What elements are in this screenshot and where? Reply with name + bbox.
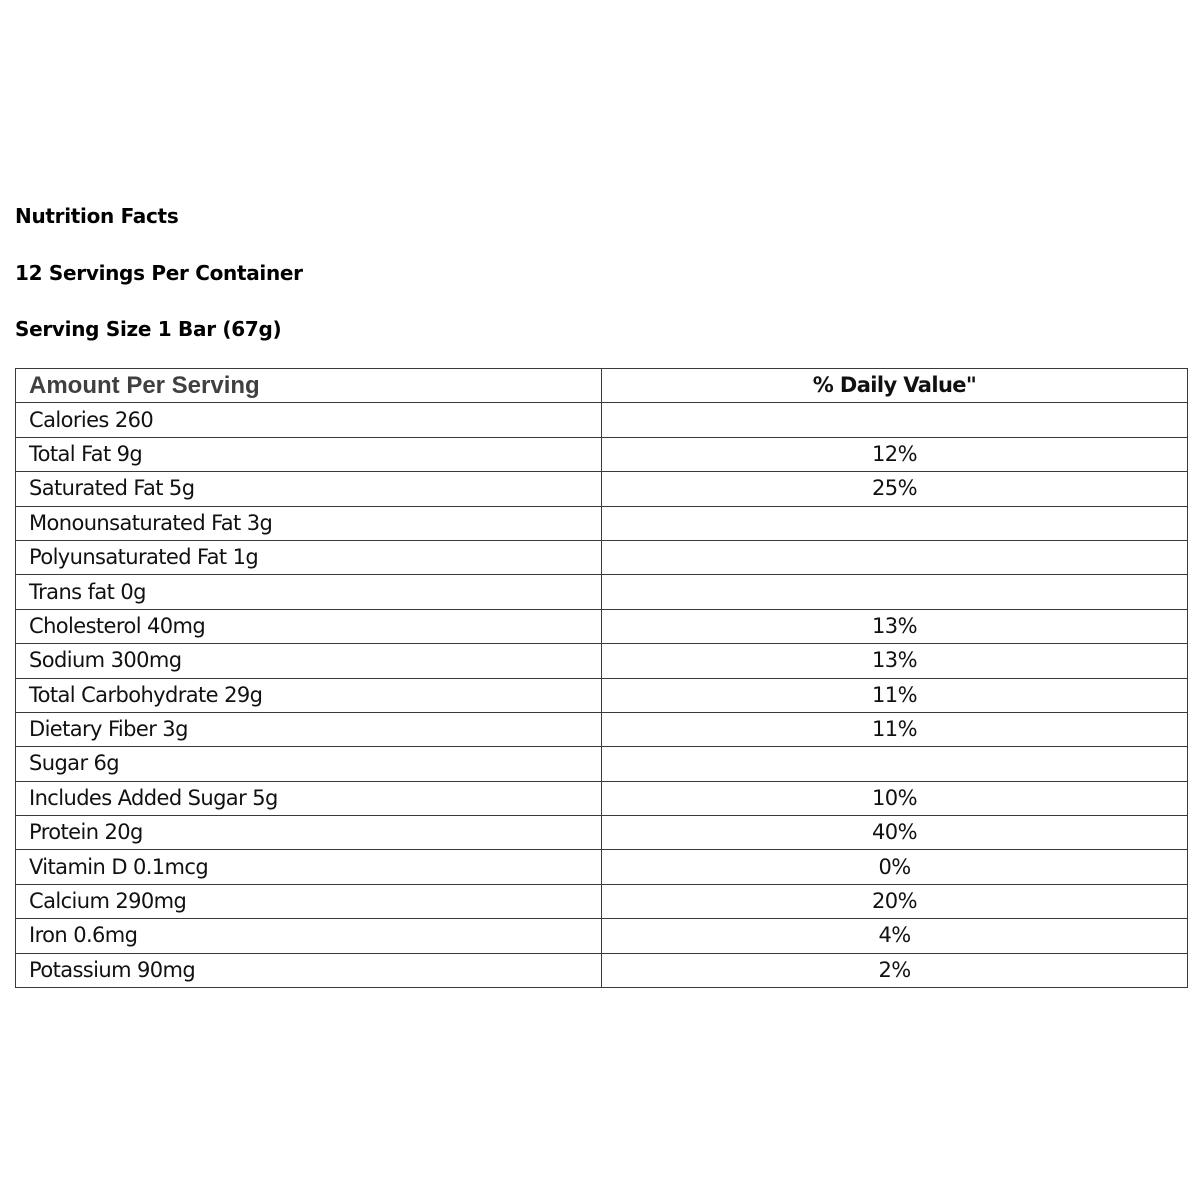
- table-row: [16, 850, 1188, 884]
- table-row: [16, 575, 1188, 609]
- nutrient-cell: Potassium 90mg: [16, 953, 602, 987]
- daily-value-cell: 40%: [602, 816, 1188, 850]
- nutrient-cell: Iron 0.6mg: [16, 919, 602, 953]
- table-row: [16, 678, 1188, 712]
- table-row: [16, 472, 1188, 506]
- daily-value-cell: 13%: [602, 609, 1188, 643]
- nutrient-cell: Dietary Fiber 3g: [16, 712, 602, 746]
- daily-value-cell: [602, 403, 1188, 437]
- nutrient-cell: Trans fat 0g: [16, 575, 602, 609]
- header-amount-per-serving: Amount Per Serving: [16, 369, 602, 403]
- nutrition-table: [15, 368, 1188, 988]
- daily-value-cell: [602, 540, 1188, 574]
- nutrient-cell: Protein 20g: [16, 816, 602, 850]
- table-row: [16, 919, 1188, 953]
- table-row: [16, 712, 1188, 746]
- table-row: [16, 816, 1188, 850]
- daily-value-cell: [602, 575, 1188, 609]
- nutrient-cell: Vitamin D 0.1mcg: [16, 850, 602, 884]
- daily-value-cell: 12%: [602, 437, 1188, 471]
- nutrient-cell: Calories 260: [16, 403, 602, 437]
- table-row: [16, 781, 1188, 815]
- daily-value-cell: 13%: [602, 644, 1188, 678]
- nutrient-cell: Cholesterol 40mg: [16, 609, 602, 643]
- table-row: [16, 437, 1188, 471]
- nutrient-cell: Saturated Fat 5g: [16, 472, 602, 506]
- nutrient-cell: Includes Added Sugar 5g: [16, 781, 602, 815]
- daily-value-cell: 2%: [602, 953, 1188, 987]
- serving-size: Serving Size 1 Bar (67g): [15, 317, 282, 341]
- nutrient-cell: Polyunsaturated Fat 1g: [16, 540, 602, 574]
- document-title: Nutrition Facts: [15, 204, 179, 228]
- table-header-row: [16, 369, 1188, 403]
- daily-value-cell: 25%: [602, 472, 1188, 506]
- table-row: [16, 506, 1188, 540]
- daily-value-cell: [602, 506, 1188, 540]
- nutrient-cell: Calcium 290mg: [16, 884, 602, 918]
- table-row: [16, 644, 1188, 678]
- nutrient-cell: Total Carbohydrate 29g: [16, 678, 602, 712]
- daily-value-cell: 0%: [602, 850, 1188, 884]
- table-row: [16, 747, 1188, 781]
- table-body: [16, 403, 1188, 988]
- daily-value-cell: 10%: [602, 781, 1188, 815]
- table-row: [16, 609, 1188, 643]
- daily-value-cell: 11%: [602, 712, 1188, 746]
- daily-value-cell: 4%: [602, 919, 1188, 953]
- table-row: [16, 403, 1188, 437]
- table-row: [16, 953, 1188, 987]
- header-daily-value: % Daily Value": [602, 369, 1188, 403]
- nutrient-cell: Sugar 6g: [16, 747, 602, 781]
- daily-value-cell: 20%: [602, 884, 1188, 918]
- daily-value-cell: [602, 747, 1188, 781]
- nutrient-cell: Monounsaturated Fat 3g: [16, 506, 602, 540]
- nutrient-cell: Sodium 300mg: [16, 644, 602, 678]
- servings-per-container: 12 Servings Per Container: [15, 261, 303, 285]
- table-row: [16, 540, 1188, 574]
- table-row: [16, 884, 1188, 918]
- daily-value-cell: 11%: [602, 678, 1188, 712]
- nutrient-cell: Total Fat 9g: [16, 437, 602, 471]
